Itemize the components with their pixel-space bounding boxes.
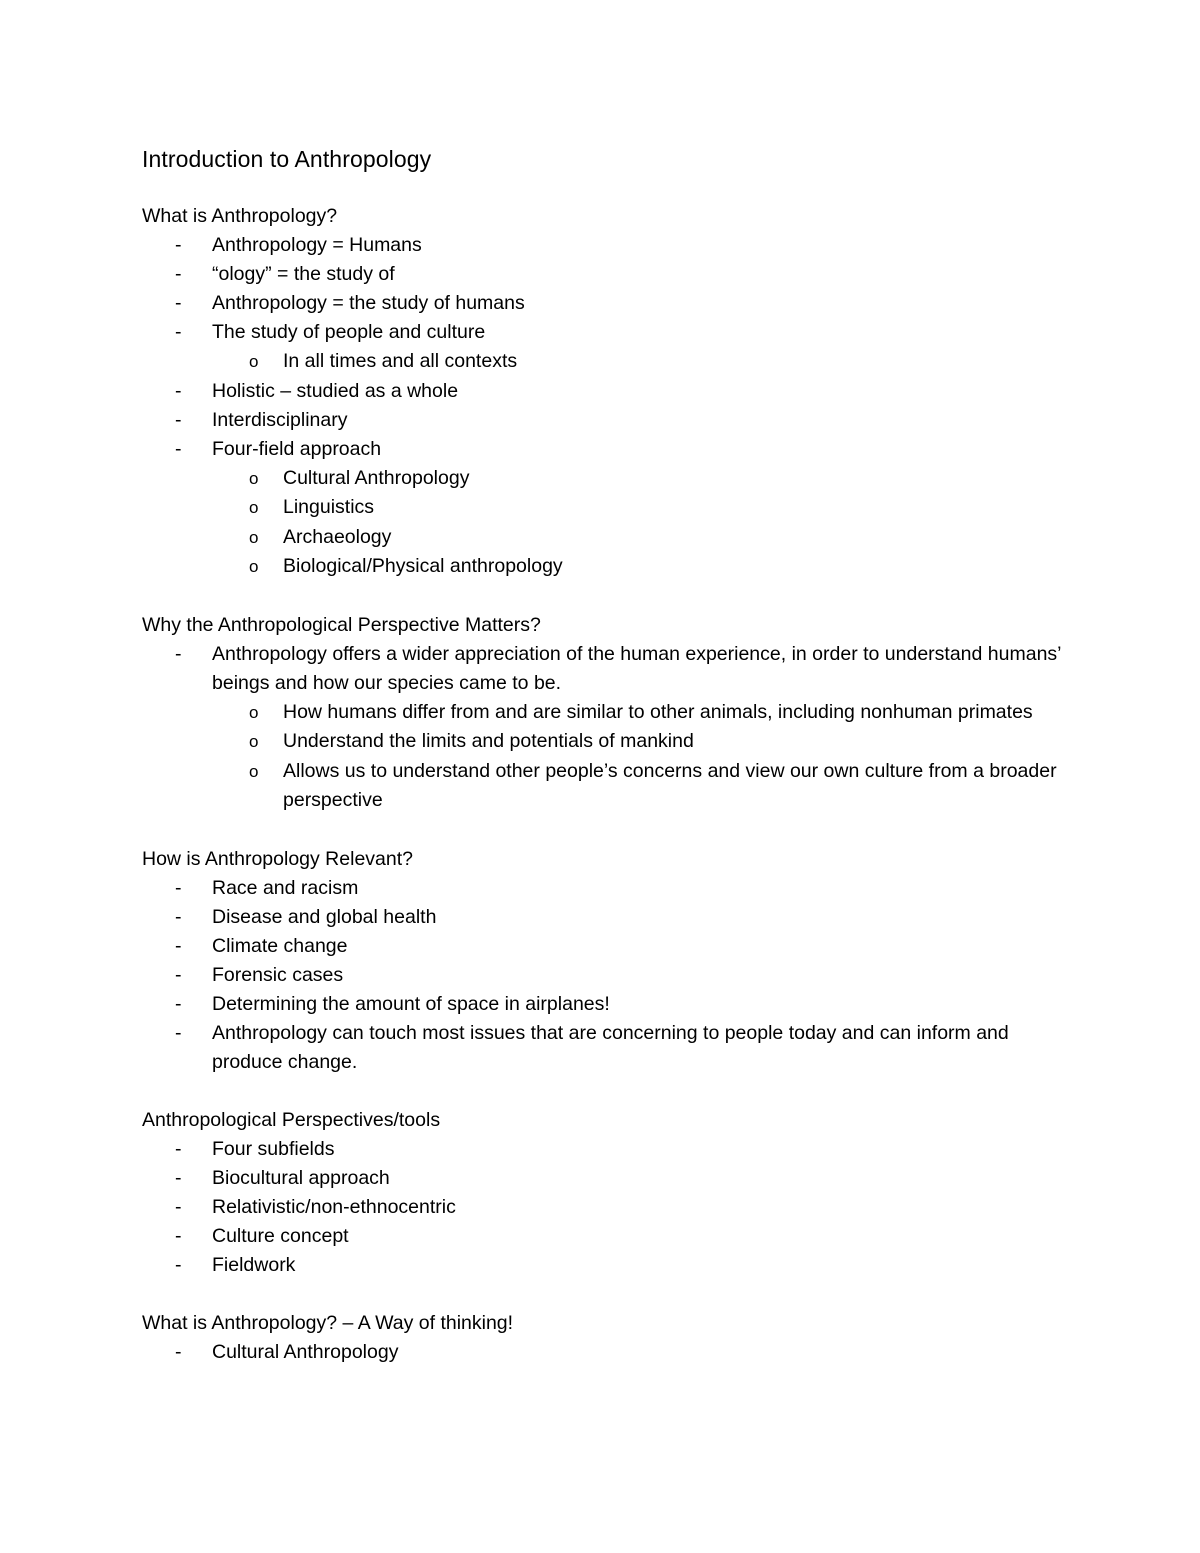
list-item: [142, 231, 1072, 260]
sub-list-item: [212, 757, 1072, 816]
dash-bullet: -: [175, 1137, 182, 1160]
list-item: [142, 318, 1072, 377]
dash-bullet: -: [175, 234, 182, 256]
list-item: [142, 1251, 1072, 1280]
sub-list-item: [212, 698, 1072, 728]
dash-bullet: -: [175, 1340, 182, 1363]
dash-bullet: -: [175, 934, 182, 957]
list-item-text: Relativistic/non-ethnocentric: [212, 1195, 456, 1218]
circle-bullet: o: [249, 498, 259, 517]
list-item: [142, 1019, 1072, 1077]
dash-bullet: -: [175, 642, 182, 665]
section-heading: Why the Anthropological Perspective Matters?: [142, 613, 541, 636]
list-item-text: Anthropology = the study of humans: [212, 292, 525, 314]
dash-bullet: -: [175, 379, 182, 402]
dash-bullet: -: [175, 321, 182, 343]
list-item-text: Cultural Anthropology: [212, 1340, 399, 1363]
list-item: [142, 990, 1072, 1019]
list-item-text: Biocultural approach: [212, 1166, 390, 1189]
sub-list-item-text: Linguistics: [283, 496, 375, 518]
bullet-list: [142, 1338, 1072, 1367]
circle-bullet: o: [249, 557, 259, 576]
list-item: [142, 377, 1072, 406]
list-item: [142, 1338, 1072, 1367]
list-item: [142, 961, 1072, 990]
bullet-list: [142, 874, 1072, 1077]
sub-list-item: [212, 493, 1072, 523]
list-item: [142, 874, 1072, 903]
dash-bullet: -: [175, 963, 182, 986]
sub-list-item: [212, 552, 1072, 582]
outline-section: [142, 845, 1072, 1077]
document-title: Introduction to Anthropology: [142, 146, 432, 172]
list-item-text: Four-field approach: [212, 437, 382, 460]
list-item-text: Fieldwork: [212, 1253, 296, 1276]
list-item: [142, 289, 1072, 318]
list-item-text: Anthropology can touch most issues that are concerning to people today and can inform and produce change.: [212, 1021, 1009, 1073]
dash-bullet: -: [175, 437, 182, 460]
circle-bullet: o: [249, 702, 259, 722]
bullet-list: [142, 640, 1072, 816]
sub-bullet-list: [212, 464, 1072, 582]
outline-section: [142, 611, 1072, 816]
sub-list-item: [212, 347, 1072, 377]
bullet-list: [142, 231, 1072, 582]
sub-list-item: [212, 464, 1072, 494]
dash-bullet: -: [175, 876, 182, 899]
list-item-text: The study of people and culture: [212, 321, 486, 343]
list-item-text: Holistic – studied as a whole: [212, 379, 459, 402]
dash-bullet: -: [175, 1224, 182, 1247]
dash-bullet: -: [175, 905, 182, 928]
list-item-text: Four subfields: [212, 1137, 335, 1160]
dash-bullet: -: [175, 992, 182, 1015]
dash-bullet: -: [175, 408, 182, 431]
list-item-text: Anthropology offers a wider appreciation of the human experience, in order to understand humans’ beings and how our species came to be.: [212, 642, 1061, 694]
list-item-text: Determining the amount of space in airplanes!: [212, 992, 610, 1015]
sub-list-item-text: Archaeology: [283, 525, 392, 548]
section-heading: What is Anthropology? – A Way of thinking!: [142, 1311, 514, 1334]
dash-bullet: -: [175, 1166, 182, 1189]
list-item: [142, 640, 1072, 816]
document-content: [142, 143, 1072, 1396]
bullet-list: [142, 1135, 1072, 1280]
outline-section: [142, 1106, 1072, 1280]
circle-bullet: o: [249, 732, 259, 751]
list-item-text: Culture concept: [212, 1224, 349, 1247]
dash-bullet: -: [175, 263, 182, 285]
list-item-text: Interdisciplinary: [212, 408, 348, 431]
list-item: [142, 1193, 1072, 1222]
sub-list-item-text: Understand the limits and potentials of mankind: [283, 730, 694, 752]
sub-list-item-text: Cultural Anthropology: [283, 466, 470, 489]
sections-container: [142, 202, 1072, 1367]
sub-list-item: [212, 727, 1072, 757]
dash-bullet: -: [175, 292, 182, 314]
list-item: [142, 406, 1072, 435]
list-item-text: Race and racism: [212, 876, 359, 899]
list-item: [142, 932, 1072, 961]
sub-bullet-list: [212, 347, 1072, 377]
dash-bullet: -: [175, 1021, 182, 1044]
sub-list-item-text: Biological/Physical anthropology: [283, 555, 563, 577]
circle-bullet: o: [249, 468, 259, 488]
list-item: [142, 1164, 1072, 1193]
section-heading: Anthropological Perspectives/tools: [142, 1108, 441, 1131]
section-heading: How is Anthropology Relevant?: [142, 847, 413, 870]
list-item: [142, 1135, 1072, 1164]
list-item: [142, 903, 1072, 932]
list-item: [142, 1222, 1072, 1251]
circle-bullet: o: [249, 527, 259, 547]
section-heading: What is Anthropology?: [142, 205, 338, 227]
list-item-text: Climate change: [212, 934, 348, 957]
dash-bullet: -: [175, 1253, 182, 1276]
sub-list-item: [212, 523, 1072, 553]
outline-section: [142, 1309, 1072, 1367]
outline-section: [142, 202, 1072, 582]
list-item-text: Anthropology = Humans: [212, 234, 422, 256]
list-item-text: Forensic cases: [212, 963, 344, 986]
list-item: [142, 260, 1072, 289]
sub-list-item-text: In all times and all contexts: [283, 350, 518, 372]
list-item: [142, 435, 1072, 582]
dash-bullet: -: [175, 1195, 182, 1218]
sub-bullet-list: [212, 698, 1072, 816]
list-item-text: Disease and global health: [212, 905, 437, 928]
circle-bullet: o: [249, 352, 259, 371]
circle-bullet: o: [249, 761, 259, 781]
list-item-text: “ology” = the study of: [212, 263, 395, 285]
sub-list-item-text: How humans differ from and are similar to other animals, including nonhuman primates: [283, 700, 1033, 723]
sub-list-item-text: Allows us to understand other people’s concerns and view our own culture from a broader perspective: [283, 759, 1057, 811]
